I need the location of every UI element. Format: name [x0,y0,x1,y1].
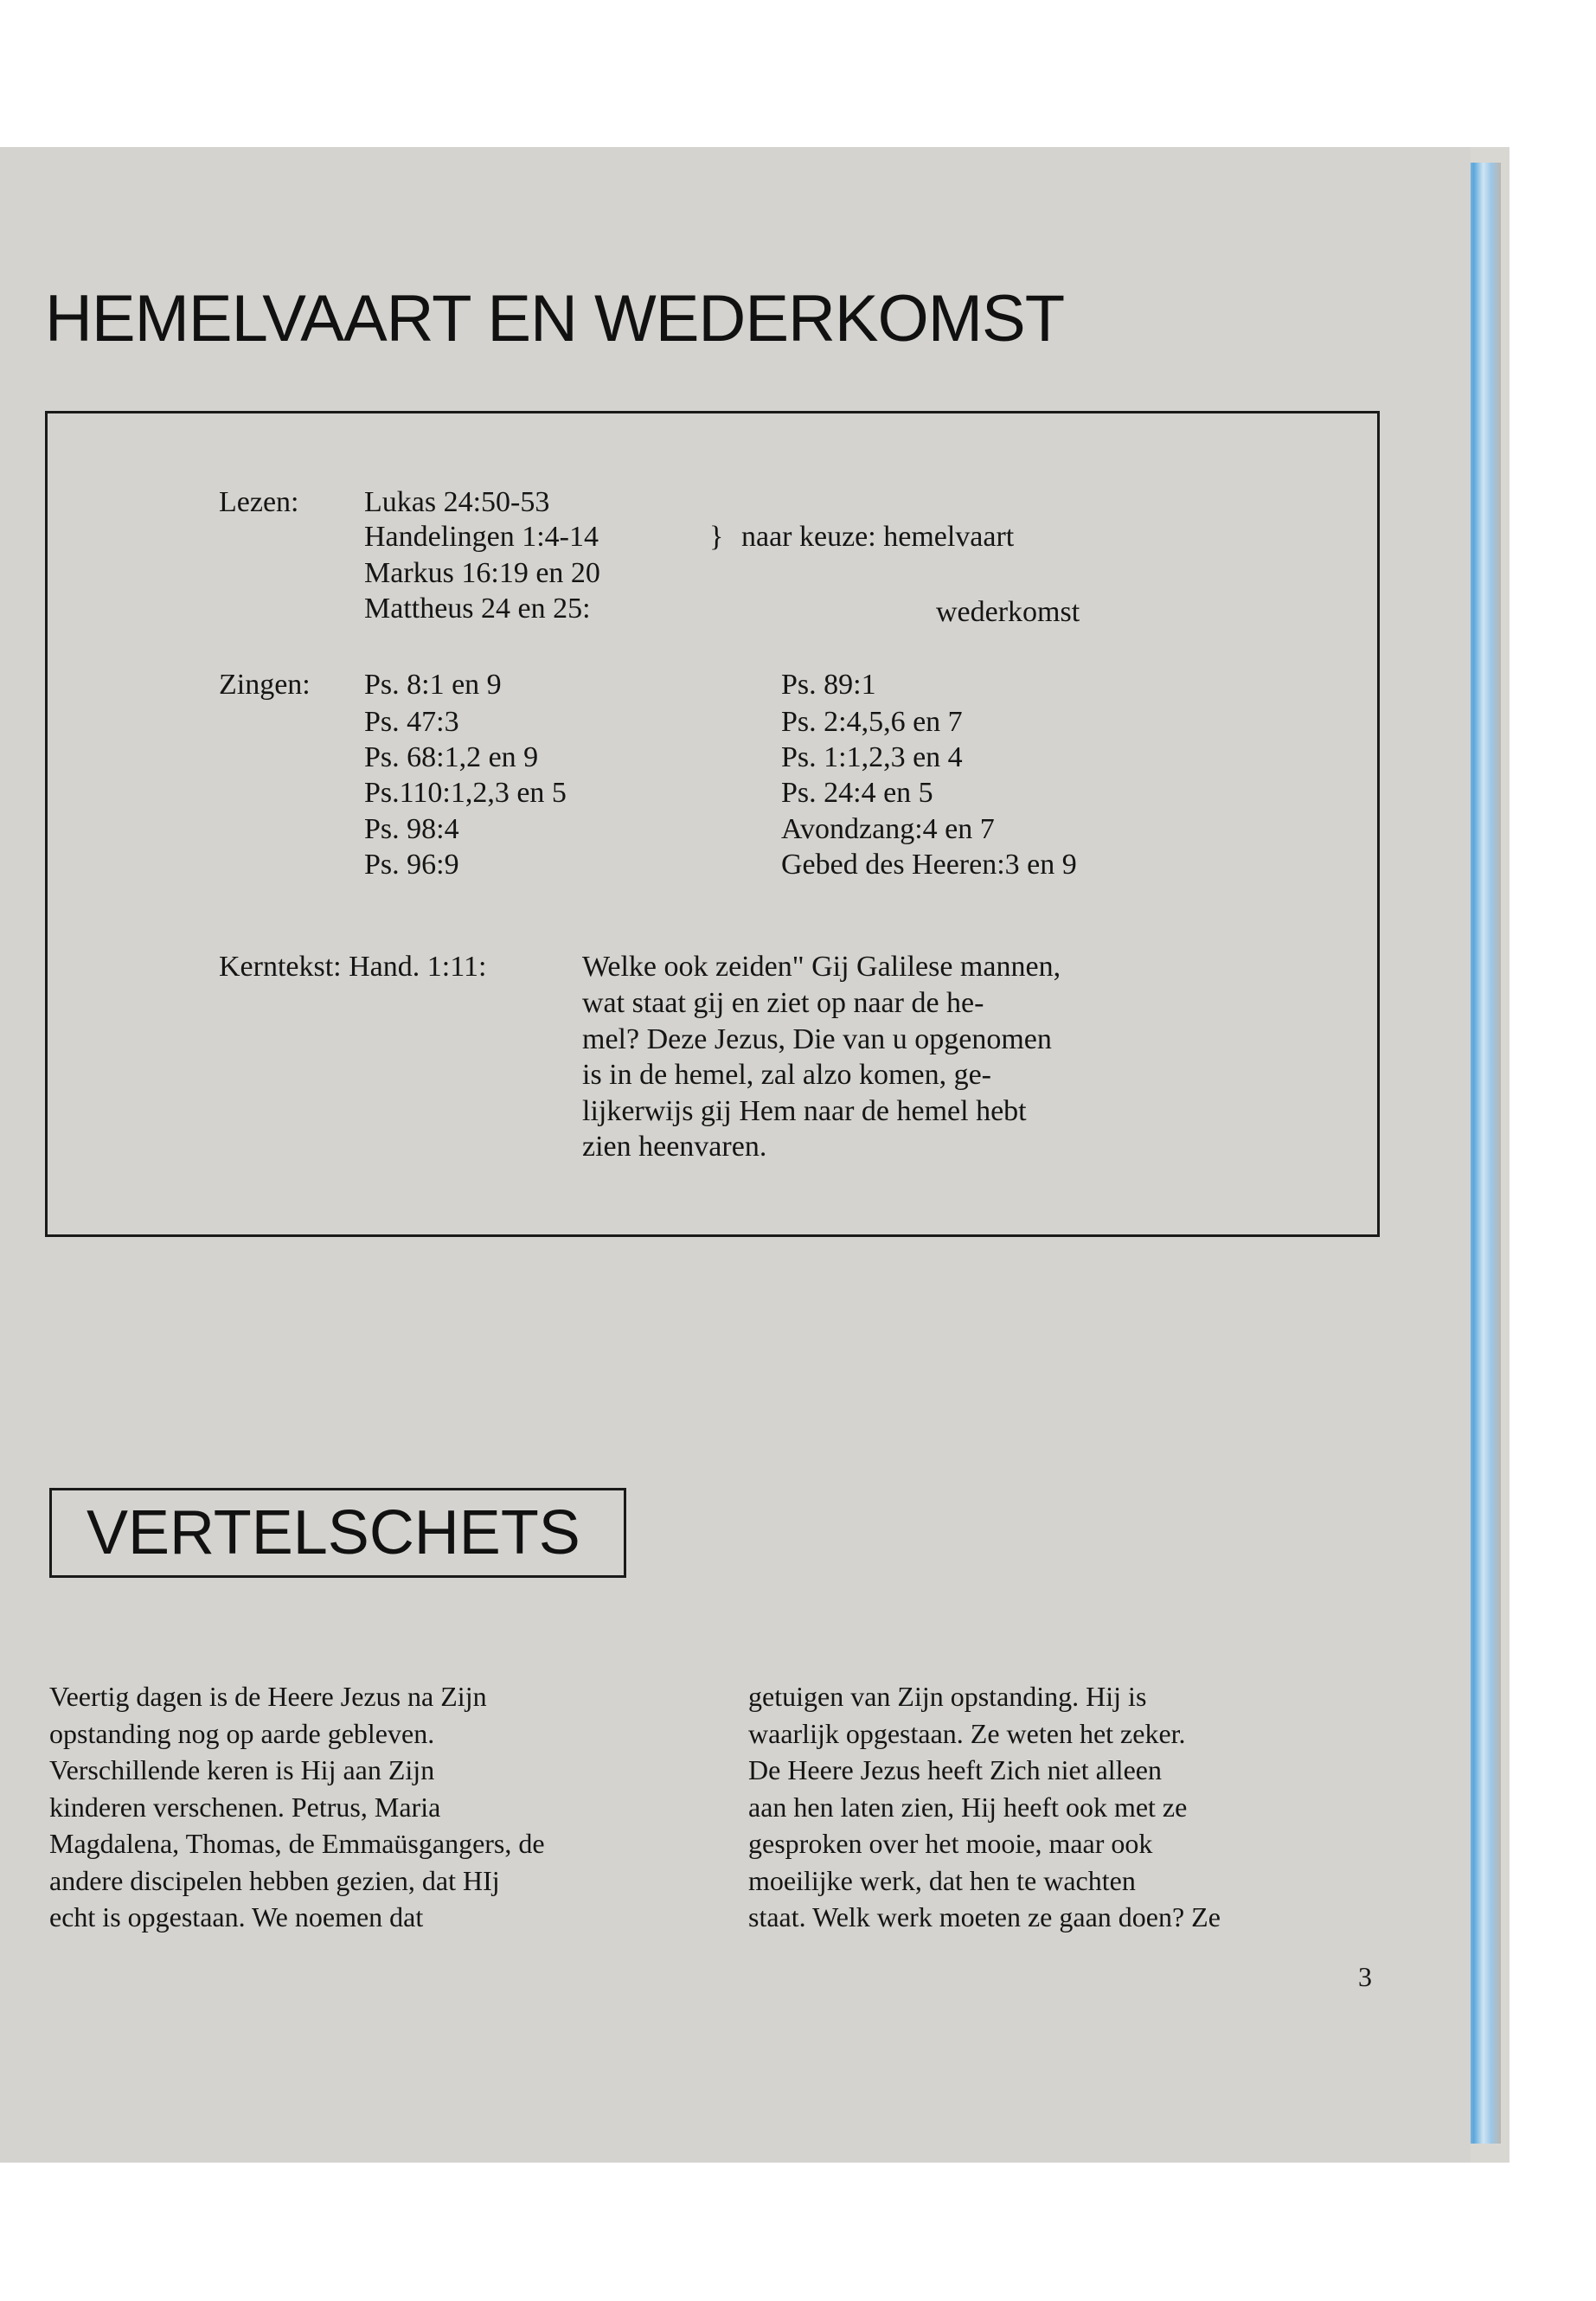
story-line: andere discipelen hebben gezien, dat HIj [49,1864,500,1896]
story-line: Magdalena, Thomas, de Emmaüsgangers, de [49,1828,545,1859]
readings-choice: naar keuze: hemelvaart [741,521,1015,553]
kerntekst-line: lijkerwijs gij Hem naar de hemel hebt [582,1095,1027,1127]
song-left: Ps. 47:3 [364,706,459,738]
story-line: staat. Welk werk moeten ze gaan doen? Ze [748,1901,1221,1932]
song-left: Ps. 8:1 en 9 [364,669,502,701]
story-line: opstanding nog op aarde gebleven. [49,1717,435,1749]
kerntekst-line: is in de hemel, zal alzo komen, ge- [582,1059,991,1091]
song-right: Ps. 2:4,5,6 en 7 [781,706,963,738]
kerntekst-line: wat staat gij en ziet op naar de he- [582,987,984,1019]
story-line: De Heere Jezus heeft Zich niet alleen [748,1754,1162,1785]
reading-item: Handelingen 1:4-14 [364,521,599,553]
kerntekst-line: mel? Deze Jezus, Die van u opgenomen [582,1023,1052,1055]
story-column-right [748,1678,1221,1936]
story-line: Veertig dagen is de Heere Jezus na Zijn [49,1681,487,1712]
readings-label: Lezen: [219,486,299,518]
readings-choice-2: wederkomst [936,596,1080,628]
section-subtitle: VERTELSCHETS [87,1498,580,1567]
song-left: Ps. 96:9 [364,849,459,881]
story-line: gesproken over het mooie, maar ook [748,1828,1153,1859]
reading-item: Mattheus 24 en 25: [364,593,591,625]
reading-item: Markus 16:19 en 20 [364,557,600,589]
readings-brace: } [709,521,724,553]
story-line: Verschillende keren is Hij aan Zijn [49,1754,435,1785]
story-line: echt is opgestaan. We noemen dat [49,1901,424,1932]
song-left: Ps. 68:1,2 en 9 [364,741,539,773]
song-left: Ps.110:1,2,3 en 5 [364,777,567,809]
story-line: kinderen verschenen. Petrus, Maria [49,1791,441,1823]
page-title: HEMELVAART EN WEDERKOMST [45,282,1065,356]
story-line: moeilijke werk, dat hen te wachten [748,1864,1136,1896]
song-right: Avondzang:4 en 7 [781,813,995,845]
song-right: Ps. 24:4 en 5 [781,777,933,809]
page-number: 3 [1358,1961,1372,1992]
song-right: Ps. 89:1 [781,669,876,701]
song-right: Ps. 1:1,2,3 en 4 [781,741,963,773]
story-line: getuigen van Zijn opstanding. Hij is [748,1681,1147,1712]
story-line: aan hen laten zien, Hij heeft ook met ze [748,1791,1188,1823]
song-right: Gebed des Heeren:3 en 9 [781,849,1077,881]
kerntekst-label: Kerntekst: Hand. 1:11: [219,951,487,983]
song-left: Ps. 98:4 [364,813,459,845]
reading-item: Lukas 24:50-53 [364,486,550,518]
kerntekst-line: zien heenvaren. [582,1131,767,1163]
story-column-left [49,1678,545,1936]
songs-label: Zingen: [219,669,311,701]
kerntekst-line: Welke ook zeiden" Gij Galilese mannen, [582,951,1061,983]
story-line: waarlijk opgestaan. Ze weten het zeker. [748,1717,1186,1749]
